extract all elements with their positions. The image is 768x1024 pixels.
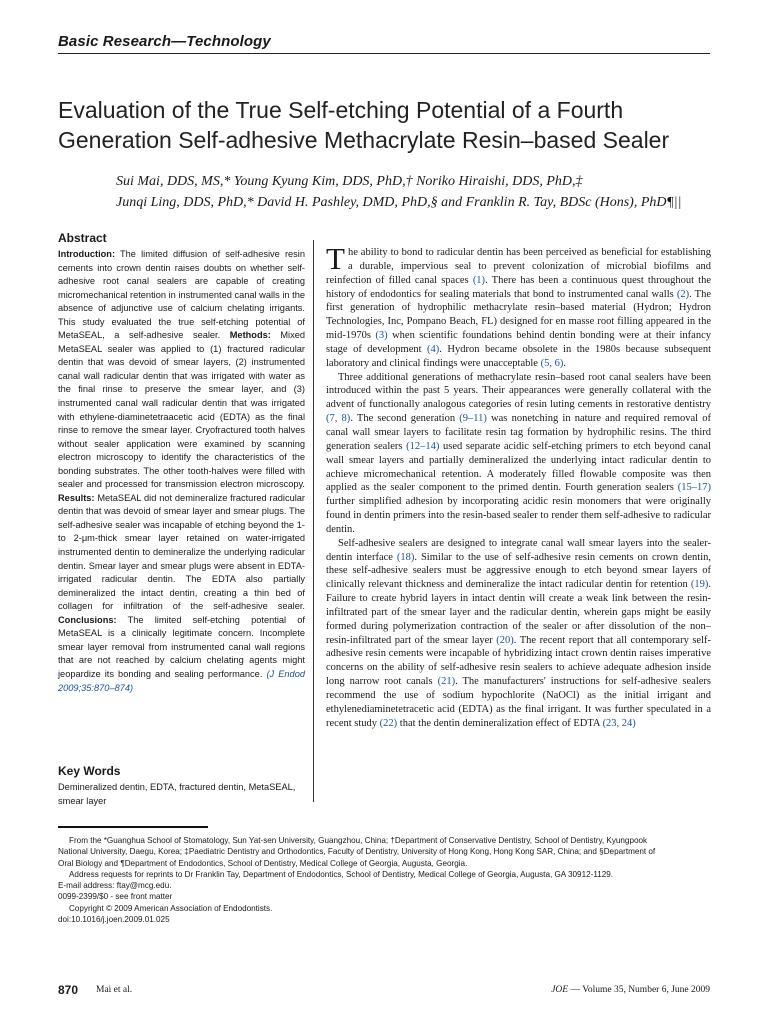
citation-link[interactable]: (15–17): [677, 482, 711, 494]
body-text: when scientific foundations behind dentin bonding were at their infancy stage of development: [326, 330, 712, 355]
citation-link[interactable]: (5, 6): [540, 357, 564, 369]
affiliation-footnote: [58, 835, 712, 925]
keywords-heading: Key Words: [58, 764, 121, 778]
body-paragraph: [326, 241, 712, 371]
body-text: was nonetching in nature and required removal of canal wall smear layers to facilitate resin tag formation by hydrophilic resins. The third generation sealers: [326, 413, 711, 452]
body-text: used separate acidic self-etching primers to etch beyond canal wall smear layers and partially demineralized the underlying intact radicular dentin to achieve micromechanical retention. A moderately filled flowable composite was then applied as the sealer component to the primed dentin. Fourth generation sealers: [326, 440, 711, 494]
results-text: MetaSEAL did not demineralize fractured radicular dentin that was devoid of smear layer and smear plugs. The self-adhesive sealer was incapable of etching beyond the 1- to 2-μm-thick smear layer retained on water-irrigated instrumented dentin to demineralize the underlying radicular dentin. Smear layer and smear plugs were absent in EDTA-irrigated radicular dentin. The EDTA also partially demineralized the intact dentin, creating a thin bed of collagen for infiltration of the self-adhesive sealer.: [58, 492, 305, 612]
body-text: . The manufacturers' instructions for self-adhesive sealers recommend the use of sodium hypochlorite (NaOCl) as the initial irrigant and ethylenediaminetetracetic acid (EDTA) as the final irrigant. It was further speculated in a recent study: [326, 676, 712, 729]
journal-name: JOE: [551, 985, 569, 995]
keywords-text: Demineralized dentin, EDTA, fractured dentin, MetaSEAL, smear layer: [58, 782, 296, 806]
journal-footer: [551, 985, 710, 995]
methods-label: Methods:: [229, 330, 271, 341]
footnote-divider: [58, 826, 208, 828]
footnote-email[interactable]: E-mail address: ftay@mcg.edu.: [58, 881, 172, 891]
citation-link[interactable]: (20): [496, 634, 514, 646]
body-text: . Failure to create hybrid layers in intact dentin will create a weak link between the resin-infiltrated part of the smear layer and the radicular dentin, wherein gaps might be easily formed during polymerization contraction of the sealer or after dissolution of the non–resin-infiltrated part of the smear layer: [326, 579, 711, 646]
body-text: .: [563, 357, 566, 369]
abstract: [58, 231, 305, 695]
citation-link[interactable]: (7, 8): [326, 413, 351, 425]
running-authors: Mai et al.: [96, 985, 133, 995]
citation-link[interactable]: (2): [676, 288, 690, 300]
citation-link[interactable]: (23, 24): [602, 717, 636, 729]
drop-cap: T: [326, 241, 345, 276]
title-line: Generation Self-adhesive Methacrylate Resin–based Sealer: [58, 127, 670, 153]
citation-link[interactable]: (9–11): [459, 413, 487, 425]
body-text: that the dentin demineralization effect of EDTA: [397, 717, 603, 729]
abstract-body: [58, 248, 305, 695]
results-label: Results:: [58, 492, 95, 503]
footnote-line: National University, Daegu, Korea; ‡Paediatric Dentistry and Orthodontics, Faculty of Dentistry, University of Hong Kong, Hong Kong SAR, China; and §Department of: [58, 847, 656, 857]
body-text: . The first generation of hydrophilic methacrylate resin–based material (Hydron; Hydron Technologies, Inc, Pompano Beach, FL) designed for en masse root filling appeared in the mid-1970s: [326, 288, 711, 342]
body-text: Self-adhesive sealers are designed to integrate canal wall smear layers into the sealer-dentin interface: [326, 537, 711, 563]
article-title: [58, 95, 718, 155]
copyright-line: Copyright © 2009 American Association of Endodontists.: [69, 903, 273, 913]
citation-link[interactable]: (21): [437, 676, 456, 688]
citation-link[interactable]: (4): [427, 343, 440, 355]
author-line: Sui Mai, DDS, MS,* Young Kyung Kim, DDS, PhD,† Noriko Hiraishi, DDS, PhD,‡: [116, 174, 583, 189]
body-text: . Similar to the use of self-adhesive resin cements on crown dentin, these self-adhesive sealers must be aggressive enough to etch beyond smear layers of clinically relevant thickness and demineralize the intact radicular dentin for retention: [326, 551, 712, 591]
journal-volume: — Volume 35, Number 6, June 2009: [568, 985, 710, 995]
author-line: Junqi Ling, DDS, PhD,* David H. Pashley, DMD, PhD,§ and Franklin R. Tay, BDSc (Hons), PhD¶||: [116, 195, 682, 210]
intro-text: The limited diffusion of self-adhesive resin cements into crown dentin raises doubts on whether self-adhesive root canal sealers are capable of creating micromechanical retention in instrumented canal walls in the absence of adjunctive use of calcium chelating irrigants. This study evaluated the true self-etching potential of MetaSEAL, a self-adhesive sealer.: [58, 249, 305, 341]
article-body: [326, 241, 712, 731]
body-paragraph: [326, 537, 711, 731]
citation-link[interactable]: (12–14): [406, 440, 440, 452]
citation-link[interactable]: (22): [379, 717, 398, 729]
body-paragraph: [326, 371, 711, 537]
body-text: . Hydron became obsolete in the 1980s because subsequent laboratory and clinical findings were unacceptable: [326, 343, 711, 369]
body-text: . The second generation: [350, 413, 460, 425]
page-number: 870: [58, 983, 79, 997]
citation-link[interactable]: (18): [396, 551, 415, 563]
methods-text: Mixed MetaSEAL sealer was applied to (1) fractured radicular dentin that was devoid of smear layers, (2) instrumented canal wall radicular dentin that was irrigated with water as the final rinse to preserve the smear layer, and (3) instrumented canal wall radicular dentin that was irrigated with ethylene-diaminetetraacetic acid (EDTA) as the final rinse to remove the smear layer. Cryofractured tooth halves without sealer application were examined by scanning electron microscopy to identify the characteristics of the bonding substrates. The other tooth-halves were filled with sealer and processed for transmission electron microscopy.: [58, 330, 306, 490]
abstract-heading: Abstract: [58, 231, 107, 245]
section-divider: [58, 53, 710, 54]
footnote-line: Oral Biology and ¶Department of Endodontics, School of Dentistry, Medical College of Georgia, Augusta, Georgia.: [58, 858, 468, 868]
citation-link[interactable]: (1): [472, 274, 486, 286]
footnote-line: From the *Guanghua School of Stomatology, Sun Yat-sen University, Guangzhou, China; †Department of Conservative Dentistry, School of Dentistry, Kyungpook: [69, 836, 648, 845]
footnote-line: 0099-2399/$0 - see front matter: [58, 892, 173, 902]
journal-citation[interactable]: (J Endod 2009;35:870–874): [58, 668, 305, 693]
footnote-line: Address requests for reprints to Dr Franklin Tay, Department of Endodontics, School of Dentistry, Medical College of Georgia, Augusta, GA 30912-1129.: [69, 869, 614, 879]
title-line: Evaluation of the True Self-etching Potential of a Fourth: [58, 97, 624, 123]
citation-link[interactable]: (3): [375, 330, 388, 342]
author-list: [116, 171, 726, 213]
body-text: . The recent report that all contemporary self-adhesive resin cements were incapable of hybridizing intact crown dentin raises imperative concerns on the ability of self-adhesive resin sealers to achieve adequate adhesion inside long narrow root canals: [326, 634, 712, 688]
citation-link[interactable]: (19): [690, 579, 709, 591]
intro-label: Introduction:: [58, 249, 116, 259]
conclusions-text: The limited self-etching potential of MetaSEAL is a clinically legitimate concern. Incomplete smear layer removal from instrumented canal wall regions that are not reached by calcium chelating agents might jeopardize its bonding and sealing performance.: [58, 614, 305, 679]
body-text: further simplified adhesion by incorporating acidic resin monomers that were originally found in dentin primers into the resin-based sealer to render them self-adhesive to radicular dentin.: [326, 496, 711, 535]
conclusions-label: Conclusions:: [58, 614, 117, 625]
section-heading: Basic Research—Technology: [58, 33, 271, 50]
doi-line[interactable]: doi:10.1016/j.joen.2009.01.025: [58, 915, 170, 925]
body-text: Three additional generations of methacrylate resin–based root canal sealers have been introduced within the past 5 years. Their appearances were generally collateral with the advent of functionally analogous categories of resin luting cements in restorative dentistry: [326, 371, 711, 411]
column-divider: [313, 240, 314, 802]
body-text: . There has been a continuous quest throughout the history of endodontics for sealing materials that bond to instrumented canal walls: [326, 274, 711, 300]
body-text: he ability to bond to radicular dentin has been perceived as beneficial for establishing a durable, impervious seal to prevent colonization of microbial biofilms and reinfection of filled canal spaces: [326, 247, 711, 286]
